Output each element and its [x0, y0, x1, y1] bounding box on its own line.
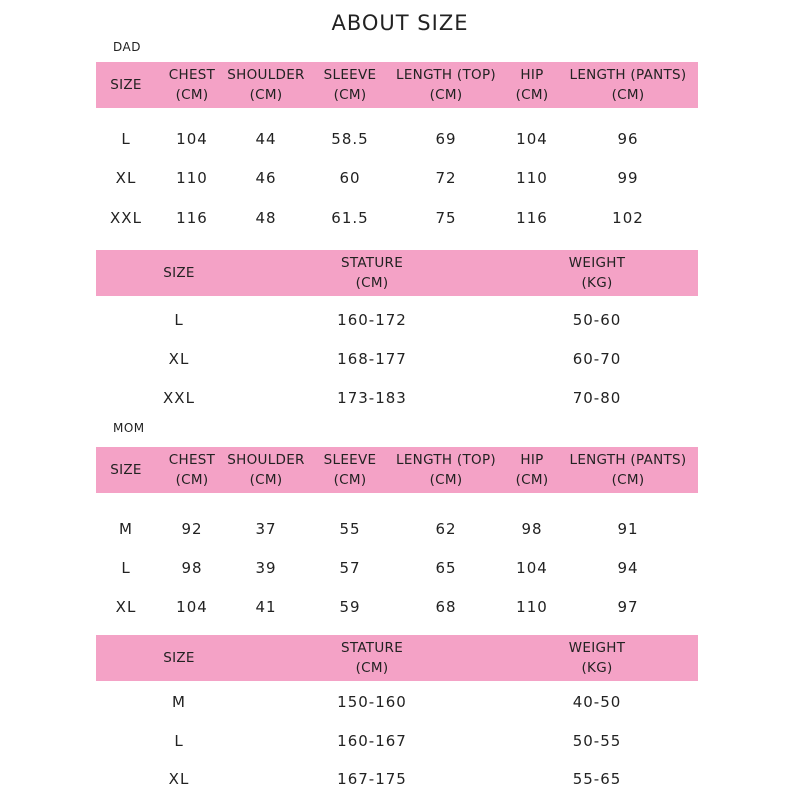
- header-sleeve: SLEEVE (CM): [323, 452, 377, 488]
- header-size: SIZE: [163, 265, 195, 281]
- dad-stature-table-header: [96, 250, 698, 296]
- header-weight: WEIGHT (KG): [568, 640, 626, 676]
- weight-cell: 60-70: [572, 350, 622, 368]
- size-cell: XL: [168, 770, 190, 788]
- size-cell: XXL: [110, 209, 142, 227]
- table-row: [96, 344, 698, 374]
- chest-cell: 98: [181, 559, 203, 577]
- header-length-pants: LENGTH (PANTS) (CM): [569, 452, 687, 488]
- table-row: [96, 553, 698, 583]
- length-pants-cell: 91: [617, 520, 639, 538]
- hip-cell: 110: [516, 169, 548, 187]
- table-row: [96, 203, 698, 233]
- mom-section-label: MOM: [113, 421, 145, 435]
- chest-cell: 104: [176, 598, 208, 616]
- sleeve-cell: 59: [339, 598, 361, 616]
- shoulder-cell: 46: [255, 169, 277, 187]
- stature-cell: 173-183: [337, 389, 407, 407]
- header-length-top: LENGTH (TOP) (CM): [396, 452, 496, 488]
- mom-stature-table-header: [96, 635, 698, 681]
- table-row: [96, 764, 698, 794]
- sleeve-cell: 58.5: [331, 130, 369, 148]
- table-row: [96, 514, 698, 544]
- shoulder-cell: 39: [255, 559, 277, 577]
- size-cell: L: [121, 559, 131, 577]
- chest-cell: 104: [176, 130, 208, 148]
- header-shoulder: SHOULDER (CM): [227, 452, 305, 488]
- page-title: ABOUT SIZE: [331, 11, 469, 35]
- table-row: [96, 383, 698, 413]
- header-hip: HIP (CM): [515, 67, 549, 103]
- length-top-cell: 75: [435, 209, 457, 227]
- size-cell: XXL: [163, 389, 195, 407]
- weight-cell: 40-50: [572, 693, 622, 711]
- size-cell: L: [174, 311, 184, 329]
- length-top-cell: 62: [435, 520, 457, 538]
- size-cell: XL: [115, 169, 137, 187]
- shoulder-cell: 37: [255, 520, 277, 538]
- chest-cell: 110: [176, 169, 208, 187]
- table-row: [96, 726, 698, 756]
- dad-section-label: DAD: [113, 40, 141, 54]
- header-weight: WEIGHT (KG): [568, 255, 626, 291]
- table-row: [96, 687, 698, 717]
- length-top-cell: 65: [435, 559, 457, 577]
- hip-cell: 104: [516, 130, 548, 148]
- table-row: [96, 592, 698, 622]
- dad-size-table-header: [96, 62, 698, 108]
- length-pants-cell: 97: [617, 598, 639, 616]
- length-pants-cell: 94: [617, 559, 639, 577]
- size-cell: M: [172, 693, 186, 711]
- header-shoulder: SHOULDER (CM): [227, 67, 305, 103]
- weight-cell: 50-55: [572, 732, 622, 750]
- shoulder-cell: 41: [255, 598, 277, 616]
- header-hip: HIP (CM): [515, 452, 549, 488]
- header-stature: STATURE (CM): [340, 255, 404, 291]
- header-length-pants: LENGTH (PANTS) (CM): [569, 67, 687, 103]
- stature-cell: 150-160: [337, 693, 407, 711]
- weight-cell: 70-80: [572, 389, 622, 407]
- length-pants-cell: 99: [617, 169, 639, 187]
- hip-cell: 104: [516, 559, 548, 577]
- chest-cell: 116: [176, 209, 208, 227]
- header-length-top: LENGTH (TOP) (CM): [396, 67, 496, 103]
- size-cell: L: [174, 732, 184, 750]
- hip-cell: 110: [516, 598, 548, 616]
- hip-cell: 98: [521, 520, 543, 538]
- header-sleeve: SLEEVE (CM): [323, 67, 377, 103]
- stature-cell: 168-177: [337, 350, 407, 368]
- table-row: [96, 124, 698, 154]
- table-row: [96, 305, 698, 335]
- header-chest: CHEST (CM): [168, 452, 216, 488]
- header-size: SIZE: [110, 77, 142, 93]
- header-size: SIZE: [163, 650, 195, 666]
- size-cell: M: [119, 520, 133, 538]
- length-pants-cell: 96: [617, 130, 639, 148]
- stature-cell: 160-167: [337, 732, 407, 750]
- sleeve-cell: 55: [339, 520, 361, 538]
- sleeve-cell: 60: [339, 169, 361, 187]
- length-pants-cell: 102: [612, 209, 644, 227]
- size-cell: XL: [115, 598, 137, 616]
- shoulder-cell: 44: [255, 130, 277, 148]
- shoulder-cell: 48: [255, 209, 277, 227]
- length-top-cell: 68: [435, 598, 457, 616]
- sleeve-cell: 61.5: [331, 209, 369, 227]
- length-top-cell: 69: [435, 130, 457, 148]
- chest-cell: 92: [181, 520, 203, 538]
- header-size: SIZE: [110, 462, 142, 478]
- mom-size-table-header: [96, 447, 698, 493]
- size-cell: XL: [168, 350, 190, 368]
- weight-cell: 50-60: [572, 311, 622, 329]
- stature-cell: 160-172: [337, 311, 407, 329]
- sleeve-cell: 57: [339, 559, 361, 577]
- table-row: [96, 163, 698, 193]
- stature-cell: 167-175: [337, 770, 407, 788]
- length-top-cell: 72: [435, 169, 457, 187]
- hip-cell: 116: [516, 209, 548, 227]
- header-stature: STATURE (CM): [340, 640, 404, 676]
- size-cell: L: [121, 130, 131, 148]
- weight-cell: 55-65: [572, 770, 622, 788]
- header-chest: CHEST (CM): [168, 67, 216, 103]
